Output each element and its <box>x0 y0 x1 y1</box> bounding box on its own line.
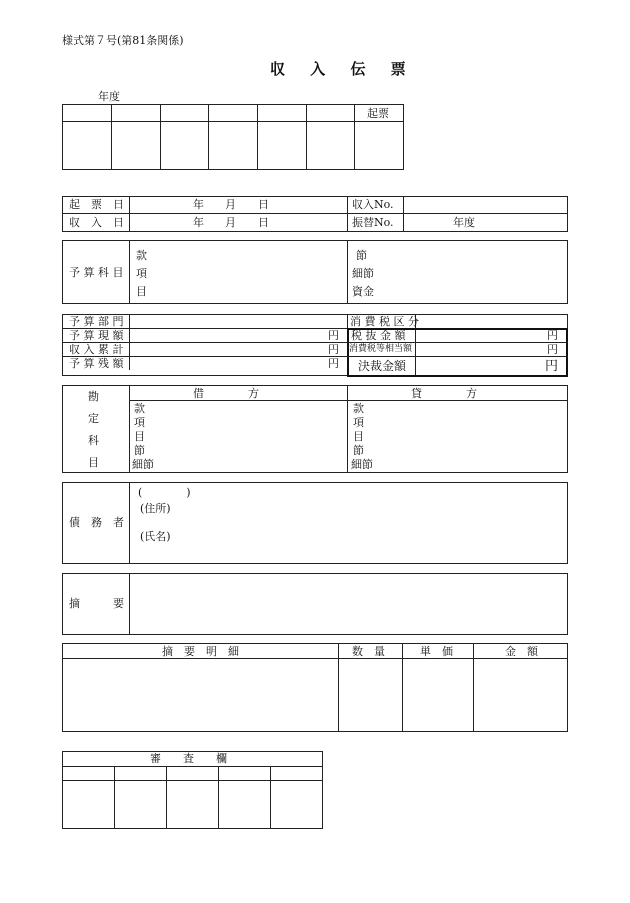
details-quantity-header: 数 量 <box>352 645 385 658</box>
budget-kan: 款 <box>136 249 147 262</box>
stamp-grid <box>62 104 404 170</box>
debtor-label: 債 務 者 <box>69 516 124 529</box>
debit-saisetsu: 細節 <box>132 458 154 471</box>
zeinuki-label: 税 抜 金 額 <box>351 329 406 342</box>
zangaku-label: 予 算 残 額 <box>69 357 124 370</box>
budget-setsu: 節 <box>356 249 367 262</box>
shunyu-no-label: 収入No. <box>352 198 394 211</box>
gengaku-yen: 円 <box>328 329 339 342</box>
budget-moku: 目 <box>136 285 147 298</box>
form-number: 様式第７号(第81条関係) <box>62 34 184 47</box>
debtor-address: (住所) <box>140 502 171 515</box>
credit-setsu: 節 <box>353 444 364 457</box>
credit-saisetsu: 細節 <box>351 458 373 471</box>
debit-header: 借 方 <box>193 387 259 400</box>
nichi-2: 日 <box>258 216 269 229</box>
page-title: 収 入 伝 票 <box>270 60 416 78</box>
kessai-yen: 円 <box>545 359 559 374</box>
zeinuki-yen: 円 <box>547 329 558 342</box>
summary-table <box>62 573 568 635</box>
tax-equiv-label: 消費税等相当額 <box>349 344 413 354</box>
budget-label: 予 算 科 目 <box>69 266 124 279</box>
account-char-4: 目 <box>88 456 99 469</box>
furikae-nendo: 年度 <box>453 216 475 229</box>
account-char-2: 定 <box>88 412 99 425</box>
debit-moku: 目 <box>134 430 145 443</box>
gatsu-2: 月 <box>225 216 236 229</box>
gatsu-1: 月 <box>225 198 236 211</box>
bumon-label: 予 算 部 門 <box>69 315 124 328</box>
details-amount-header: 金 額 <box>505 645 538 658</box>
kihyo-date-label: 起 票 日 <box>69 198 124 211</box>
tax-class-label: 消 費 税 区 分 <box>350 315 419 328</box>
debtor-paren: ( ) <box>138 486 191 499</box>
credit-moku: 目 <box>353 430 364 443</box>
debit-kan: 款 <box>134 402 145 415</box>
credit-kou: 項 <box>353 416 364 429</box>
shunyu-date-label: 収 入 日 <box>69 216 124 229</box>
furikae-no-label: 振替No. <box>352 216 394 229</box>
gengaku-label: 予 算 現 額 <box>69 329 124 342</box>
debit-setsu: 節 <box>134 444 145 457</box>
kessai-label: 決裁金額 <box>358 359 407 373</box>
summary-label: 摘 要 <box>69 597 124 610</box>
debtor-name: (氏名) <box>140 530 171 543</box>
details-unit-price-header: 単 価 <box>420 645 453 658</box>
budget-shikin: 資金 <box>352 285 374 298</box>
date-table <box>62 196 568 232</box>
budget-saisetsu: 細節 <box>352 267 374 280</box>
nen-2: 年 <box>193 216 204 229</box>
account-char-3: 科 <box>88 434 99 447</box>
credit-kan: 款 <box>353 402 364 415</box>
credit-header: 貸 方 <box>411 387 477 400</box>
review-label: 審 査 欄 <box>150 752 227 765</box>
budget-kou: 項 <box>136 267 147 280</box>
debit-kou: 項 <box>134 416 145 429</box>
year-label: 年度 <box>98 90 120 103</box>
nen-1: 年 <box>193 198 204 211</box>
kihyo-stamp-label: 起票 <box>367 107 389 120</box>
ruikei-yen: 円 <box>328 343 339 356</box>
nichi-1: 日 <box>258 198 269 211</box>
details-summary-header: 摘 要 明 細 <box>162 645 239 658</box>
zangaku-yen: 円 <box>328 357 339 370</box>
tax-equiv-yen: 円 <box>547 343 558 356</box>
ruikei-label: 収 入 累 計 <box>69 343 124 356</box>
details-table <box>62 643 568 732</box>
account-char-1: 勘 <box>88 390 99 403</box>
